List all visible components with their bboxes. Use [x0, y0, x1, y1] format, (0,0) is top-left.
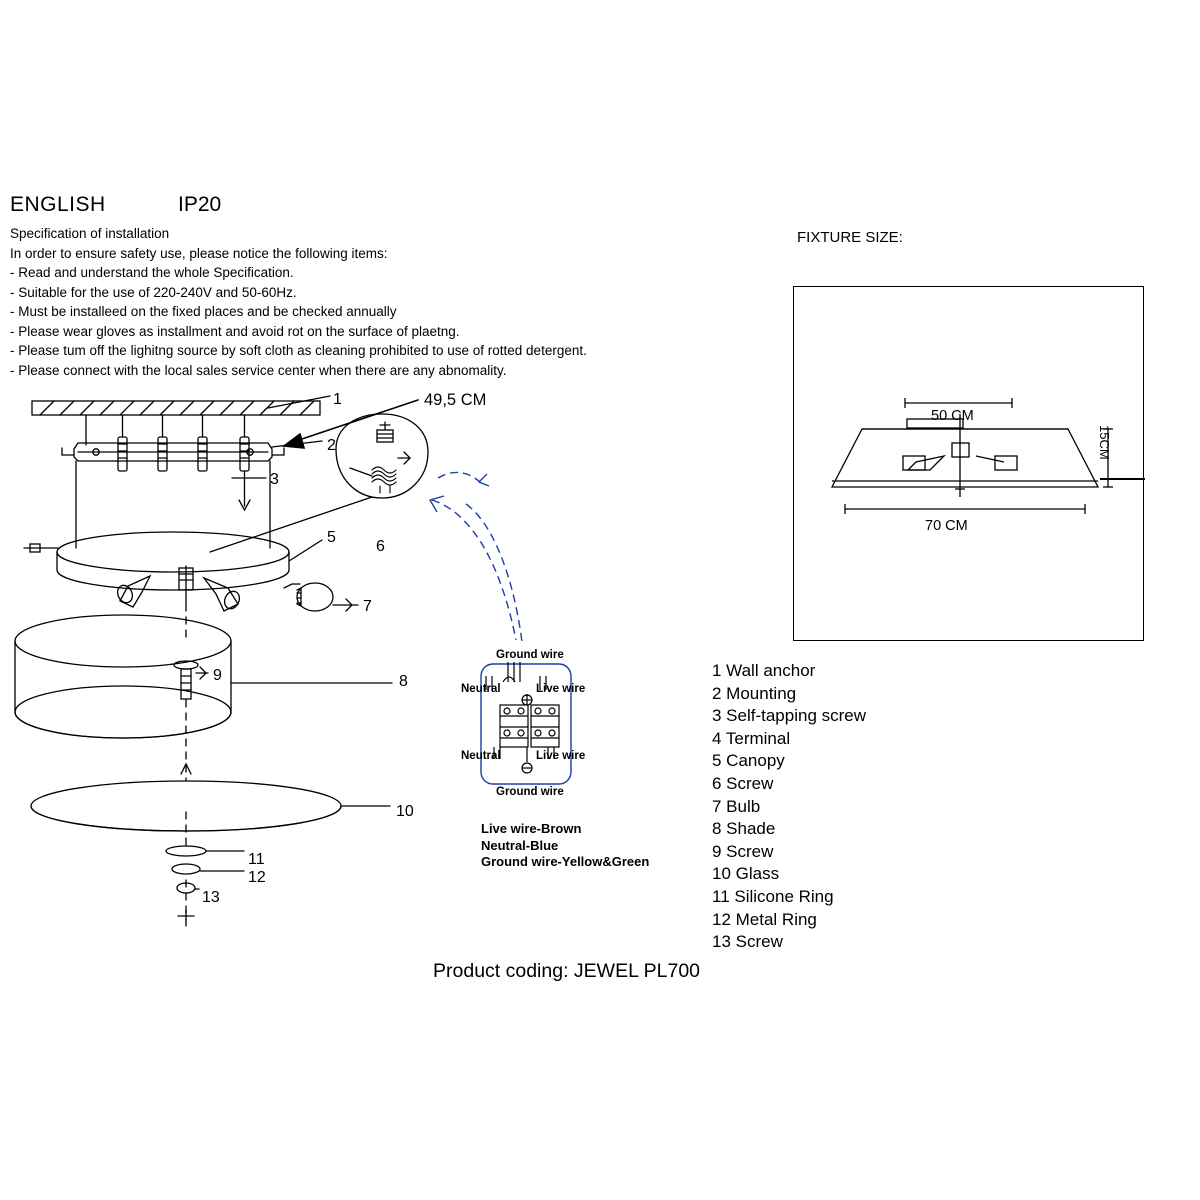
wall-anchors [86, 415, 266, 510]
callout-number-8: 8 [399, 673, 408, 690]
ip-rating-label: IP20 [178, 193, 222, 216]
wire-label-live-top: Live wire [536, 683, 586, 695]
dimension-height: 15CM [1097, 425, 1112, 460]
fixture-frame-notch [1100, 478, 1145, 480]
callout-number-6: 6 [376, 538, 385, 555]
callout-number-12: 12 [248, 869, 266, 886]
parts-list [712, 660, 866, 954]
list-item: 10 Glass [712, 864, 780, 884]
legend-ground: Ground wire-Yellow&Green [481, 854, 650, 869]
list-item: 7 Bulb [712, 796, 761, 816]
fixture-size-frame [793, 286, 1144, 641]
spec-item: - Read and understand the whole Specification. [10, 265, 294, 280]
list-item: 4 Terminal [712, 728, 791, 748]
ceiling-hatch [32, 401, 320, 415]
terminal-detail [336, 414, 428, 498]
shade [15, 615, 392, 738]
list-item: 13 Screw [712, 932, 783, 952]
spec-item: - Must be installeed on the fixed places and be checked annually [10, 304, 397, 319]
callout-number-5: 5 [327, 529, 336, 546]
side-screw-left [24, 544, 58, 552]
spec-item: - Please wear gloves as installment and avoid rot on the surface of plaetng. [10, 323, 460, 339]
spec-intro: In order to ensure safety use, please notice the following items: [10, 245, 388, 261]
callout-number-2: 2 [327, 437, 336, 454]
list-item: 5 Canopy [712, 751, 785, 771]
wire-label-ground-top: Ground wire [496, 649, 564, 661]
list-item: 12 Metal Ring [712, 909, 817, 929]
glass-diffuser [31, 781, 390, 831]
callout-number-11: 11 [248, 851, 265, 868]
screw-9 [174, 661, 208, 699]
spec-item: - Please tum off the lighitng source by soft cloth as cleaning prohibited to use of rotted detergent. [10, 343, 587, 358]
list-item: 3 Self-tapping screw [712, 706, 867, 726]
wire-label-live-bottom: Live wire [536, 750, 586, 762]
list-item: 6 Screw [712, 773, 774, 793]
fixture-size-label: FIXTURE SIZE: [797, 229, 903, 246]
callout-number-7: 7 [363, 598, 372, 615]
wire-label-neutral-bottom: Neutral [461, 750, 501, 762]
list-item: 11 Silicone Ring [712, 886, 834, 906]
spec-item: - Suitable for the use of 220-240V and 50-60Hz. [10, 284, 297, 300]
canopy-support [57, 461, 372, 590]
rings-and-screw [166, 846, 244, 926]
list-item: 8 Shade [712, 819, 776, 839]
legend-live: Live wire-Brown [481, 821, 582, 836]
legend-neutral: Neutral-Blue [481, 837, 559, 853]
language-title: ENGLISH [10, 193, 106, 216]
callout-number-3: 3 [270, 471, 279, 488]
callout-number-9: 9 [213, 667, 222, 684]
dimension-top-width: 50 CM [931, 408, 974, 424]
mounting-bar [62, 443, 284, 461]
spec-title: Specification of installation [10, 226, 170, 241]
callout-number-13: 13 [202, 889, 220, 906]
callout-number-10: 10 [396, 803, 414, 820]
drop-length-callout: 49,5 CM [424, 391, 487, 409]
wire-color-legend [481, 821, 649, 871]
product-coding: Product coding: JEWEL PL700 [433, 960, 701, 982]
dimension-bottom-width: 70 CM [925, 518, 968, 534]
list-item: 1 Wall anchor [712, 661, 816, 680]
specification-block [10, 224, 587, 380]
list-item: 2 Mounting [712, 683, 797, 703]
lamp-holders [115, 566, 358, 611]
callout-number-1: 1 [333, 391, 342, 408]
list-item: 9 Screw [712, 841, 774, 861]
wire-label-neutral-top: Neutral [461, 683, 501, 695]
spec-item: - Please connect with the local sales service center when there are any abnomality. [10, 362, 507, 378]
wire-label-ground-bottom: Ground wire [496, 786, 564, 798]
